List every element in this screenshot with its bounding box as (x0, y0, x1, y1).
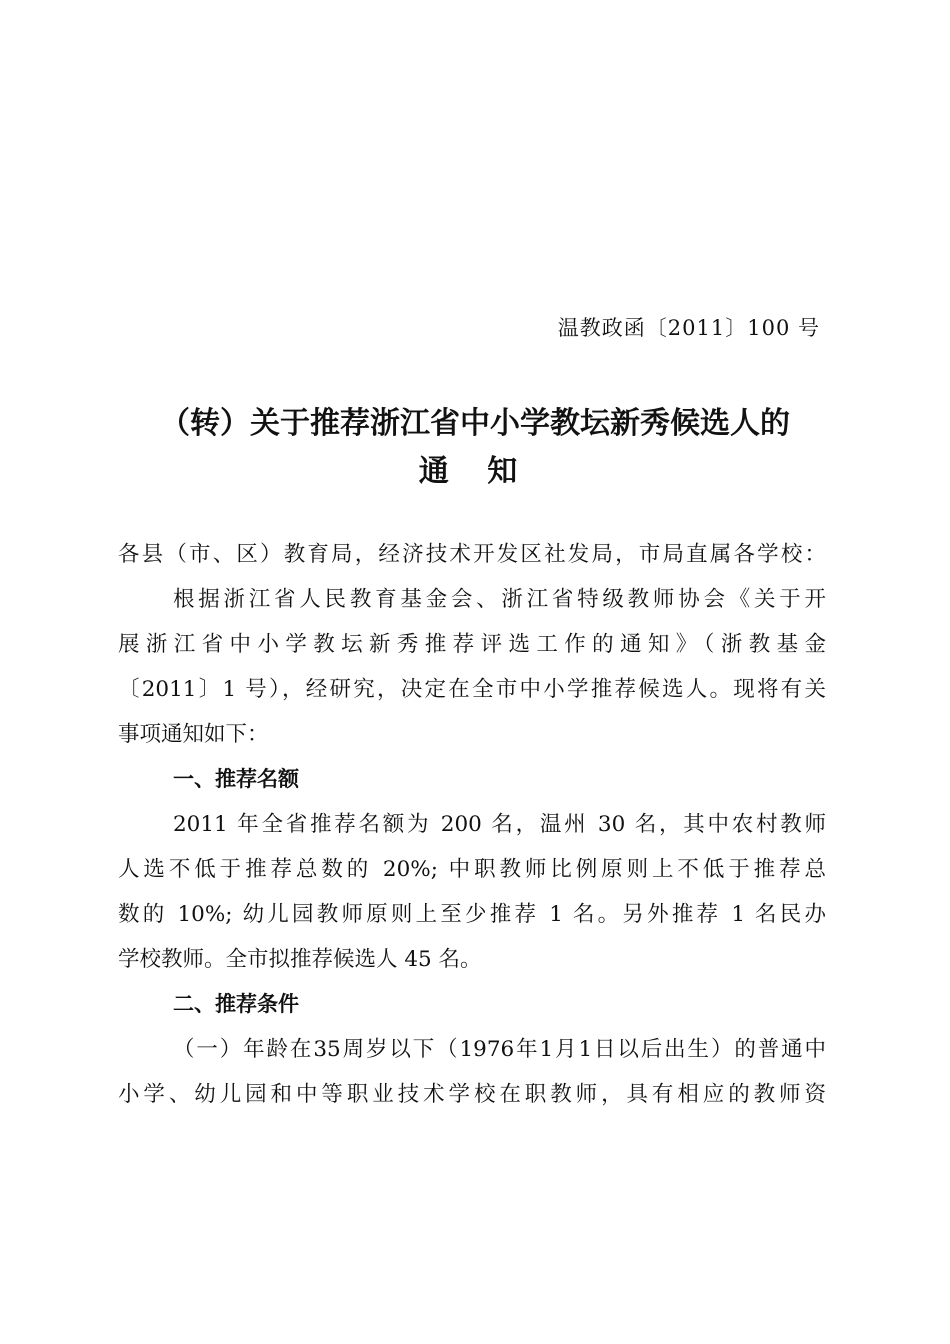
paragraph-line: 展浙江省中小学教坛新秀推荐评选工作的通知》（浙教基金 (118, 632, 826, 657)
paragraph-line: 〔2011〕1 号），经研究，决定在全市中小学推荐候选人。现将有关 (118, 677, 826, 702)
document-body (118, 532, 826, 1117)
document-number: 温教政函〔2011〕100 号 (557, 316, 820, 340)
paragraph-line: 数的 10%; 幼儿园教师原则上至少推荐 1 名。另外推荐 1 名民办 (118, 902, 826, 927)
section-heading: 一、推荐名额 (173, 767, 299, 791)
salutation: 各县（市、区）教育局，经济技术开发区社发局，市局直属各学校： (118, 542, 826, 567)
document-title: （转）关于推荐浙江省中小学教坛新秀候选人的 (160, 406, 790, 441)
paragraph-line: 人选不低于推荐总数的 20%; 中职教师比例原则上不低于推荐总 (118, 857, 826, 882)
paragraph-line: （一）年龄在35周岁以下（1976年1月1日以后出生）的普通中 (173, 1037, 826, 1062)
document-title-notice: 通 知 (418, 454, 532, 489)
paragraph-line: 根据浙江省人民教育基金会、浙江省特级教师协会《关于开 (173, 587, 826, 612)
paragraph-line: 学校教师。全市拟推荐候选人 45 名。 (118, 947, 482, 972)
paragraph-line: 事项通知如下： (118, 722, 269, 747)
paragraph-line: 小学、幼儿园和中等职业技术学校在职教师，具有相应的教师资 (118, 1082, 826, 1107)
paragraph-line: 2011 年全省推荐名额为 200 名，温州 30 名，其中农村教师 (173, 812, 826, 837)
section-heading: 二、推荐条件 (173, 992, 299, 1016)
